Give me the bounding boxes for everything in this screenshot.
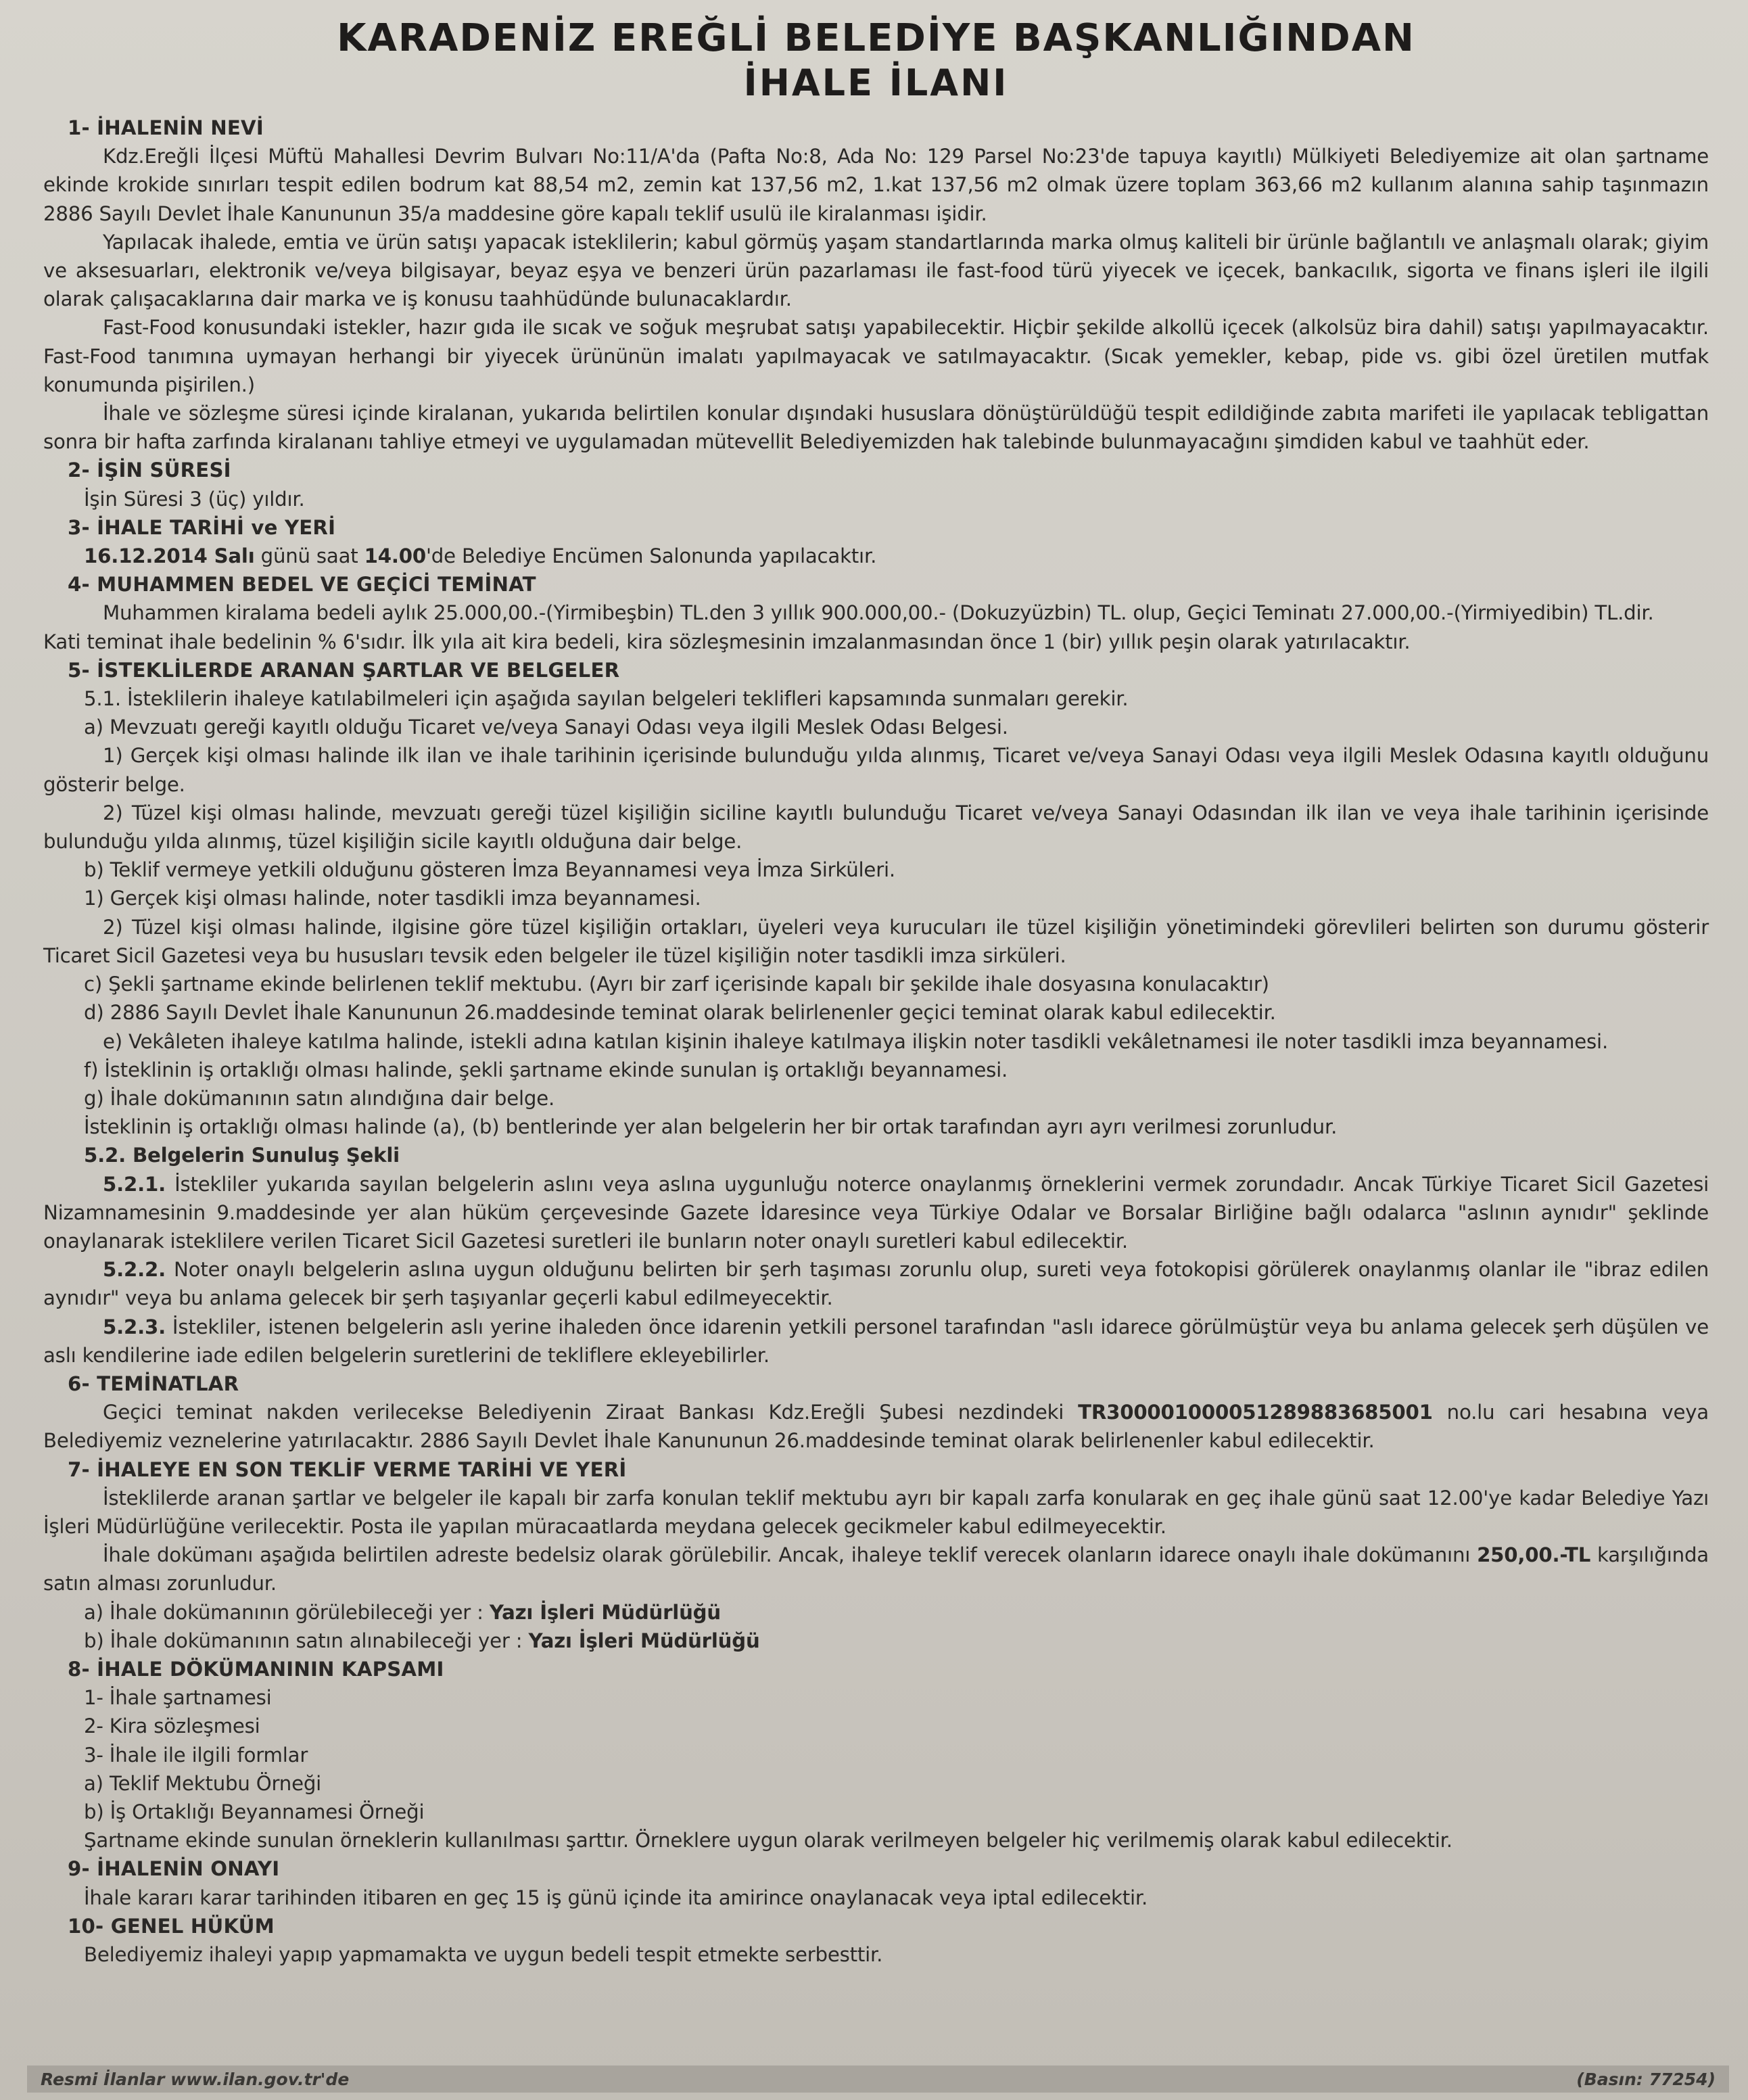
- section-2-heading: 2- İŞİN SÜRESİ: [68, 459, 231, 482]
- section-7-paragraph-1: İsteklilerde aranan şartlar ve belgeler ile kapalı bir zarfa konulan teklif mektubu ayrı bir kapalı zarfa konularak en geç ihale günü saat 12.00'ye kadar Belediye Yazı İşleri Müdürlüğüne verilecektir. Posta ile yapılan müracaatlarda meydana gelecek gecikmeler kabul edilmeyecektir.: [43, 1486, 1709, 1538]
- section-5-item-c: c) Şekli şartname ekinde belirlenen teklif mektubu. (Ayrı bir zarf içerisinde kapalı bir şekilde ihale dosyasına konulacaktır): [84, 973, 1269, 996]
- section-7-text-b: karşılığında satın alması zorunludur.: [43, 1543, 1709, 1595]
- section-5-2-heading: 5.2. Belgelerin Sunuluş Şekli: [84, 1144, 400, 1167]
- page-title: KARADENİZ EREĞLİ BELEDİYE BAŞKANLIĞINDAN: [337, 16, 1415, 60]
- section-5-item-b2: 2) Tüzel kişi olması halinde, ilgisine göre tüzel kişiliğin ortakları, üyeleri veya kurucuları ile tüzel kişiliğin yönetimindeki görevlileri belirten son durumu gösterir Ticaret Sicil Gazetesi veya bu hususları tevsik eden belgeler ile tüzel kişiliğin noter tasdikli imza sirküleri.: [43, 915, 1709, 967]
- page-subtitle: İHALE İLANI: [743, 62, 1009, 104]
- section-7-text-a: İhale dokümanı aşağıda belirtilen adreste bedelsiz olarak görülebilir. Ancak, ihaleye teklif verecek olanların idarece onaylı ihale dokümanını: [103, 1543, 1478, 1567]
- section-7-item-a-value: Yazı İşleri Müdürlüğü: [489, 1600, 721, 1624]
- section-7-item-b: [43, 1627, 1709, 1655]
- section-8-list-item: 2- Kira sözleşmesi: [84, 1714, 260, 1738]
- section-8-list-item: a) Teklif Mektubu Örneği: [84, 1771, 322, 1795]
- section-7-heading: 7- İHALEYE EN SON TEKLİF VERME TARİHİ VE YERİ: [68, 1457, 627, 1481]
- section-1-paragraph-3: Fast-Food konusundaki istekler, hazır gıda ile sıcak ve soğuk meşrubat satışı yapabilecektir. Hiçbir şekilde alkollü içecek (alkolsüz bira dahil) satışı yapılmayacaktır. Fast-Food tanımına uymayan herhangi bir yiyecek ürününün imalatı yapılmayacak ve satılmayacaktır. (Sıcak yemekler, kebap, pide vs. gibi özel üretilen mutfak konumunda pişirilen.): [43, 316, 1709, 396]
- section-8-note: Şartname ekinde sunulan örneklerin kullanılması şarttır. Örneklere uygun olarak verilmeyen belgeler hiç verilmemiş olarak kabul edilecektir.: [84, 1829, 1452, 1852]
- section-1-paragraph-4: İhale ve sözleşme süresi içinde kiralanan, yukarıda belirtilen konular dışındaki hususlara dönüştürüldüğü tespit edildiğinde zabıta marifeti ile yapılacak tebligattan sonra bir hafta zarfında kiralananı tahliye etmeyi ve uygulamadan mütevellit Belediyemizden hak talebinde bulunmayacağını şimdiden kabul ve taahhüt eder.: [43, 402, 1709, 454]
- section-7-paragraph-2: [43, 1541, 1709, 1597]
- tender-time: 14.00: [364, 544, 426, 568]
- announcement-body: [43, 114, 1709, 1969]
- section-5-2-2-number: 5.2.2.: [103, 1258, 166, 1282]
- section-5-2-2-text: Noter onaylı belgelerin aslına uygun olduğunu belirten bir şerh taşıması zorunlu olup, sureti veya fotokopisi görülerek onaylanmış olanlar ile "ibraz edilen aynıdır" veya bu anlama gelecek bir şerh taşıyanlar geçerli kabul edilmeyecektir.: [43, 1258, 1709, 1310]
- section-4-paragraph-2: Kati teminat ihale bedelinin % 6'sıdır. İlk yıla ait kira bedeli, kira sözleşmesinin imzalanmasından önce 1 (bir) yıllık peşin olarak yatırılacaktır.: [43, 630, 1411, 653]
- section-5-item-d: d) 2886 Sayılı Devlet İhale Kanununun 26.maddesinde teminat olarak belirlenenler geçici teminat olarak kabul edilecektir.: [84, 1001, 1276, 1025]
- section-3-paragraph: [43, 542, 1709, 570]
- section-9-paragraph: İhale kararı karar tarihinden itibaren en geç 15 iş günü içinde ita amirince onaylanacak veya iptal edilecektir.: [84, 1886, 1148, 1909]
- tender-date-text-b: 'de Belediye Encümen Salonunda yapılacaktır.: [425, 544, 877, 568]
- section-5-2-3: [43, 1313, 1709, 1370]
- section-1-paragraph-2: Yapılacak ihalede, emtia ve ürün satışı yapacak isteklilerin; kabul görmüş yaşam standartlarında marka olmuş kaliteli bir ürünle bağlantılı ve anlaşmalı olarak; giyim ve aksesuarları, elektronik ve/veya bilgisayar, beyaz eşya ve benzeri ürün pazarlaması ile fast-food türü yiyecek ve içecek, bankacılık, sigorta ve finans işleri ile ilgili olarak çalışacaklarına dair marka ve iş konusu taahhüdünde bulunacaklardır.: [43, 230, 1709, 311]
- section-4-heading: 4- MUHAMMEN BEDEL VE GEÇİCİ TEMİNAT: [68, 573, 536, 597]
- section-5-item-a1: 1) Gerçek kişi olması halinde ilk ilan ve ihale tarihinin içerisinde bulunduğu yılda alınmış, Ticaret ve/veya Sanayi Odası veya ilgili Meslek Odasına kayıtlı olduğunu gösterir belge.: [43, 744, 1709, 796]
- section-7-item-a-label: a) İhale dokümanının görülebileceği yer :: [84, 1600, 490, 1624]
- section-5-heading: 5- İSTEKLİLERDE ARANAN ŞARTLAR VE BELGELER: [68, 658, 620, 682]
- section-7-item-a: [43, 1598, 1709, 1627]
- section-5-2-1-number: 5.2.1.: [103, 1172, 166, 1196]
- section-5-item-g: g) İhale dokümanının satın alındığına dair belge.: [84, 1086, 555, 1110]
- footer-press-number: (Basın: 77254): [1576, 2069, 1716, 2089]
- section-8-heading: 8- İHALE DÖKÜMANININ KAPSAMI: [68, 1657, 444, 1681]
- section-5-item-a: a) Mevzuatı gereği kayıtlı olduğu Ticaret ve/veya Sanayi Odası veya ilgili Meslek Odası Belgesi.: [84, 716, 1008, 739]
- section-6-heading: 6- TEMİNATLAR: [68, 1372, 239, 1395]
- section-5-2-2: [43, 1255, 1709, 1312]
- section-7-item-b-value: Yazı İşleri Müdürlüğü: [528, 1629, 760, 1652]
- section-5-item-b: b) Teklif vermeye yetkili olduğunu gösteren İmza Beyannamesi veya İmza Sirküleri.: [84, 858, 895, 882]
- section-6-text-b: no.lu cari hesabına veya Belediyemiz veznelerine yatırılacaktır. 2886 Sayılı Devlet İhale Kanununun 26.maddesinde teminat olarak belirlenenler kabul edilecektir.: [43, 1401, 1709, 1453]
- section-8-list-item: 3- İhale ile ilgili formlar: [84, 1743, 308, 1767]
- section-7-item-b-label: b) İhale dokümanının satın alınabileceği yer :: [84, 1629, 529, 1652]
- section-5-item-a2: 2) Tüzel kişi olması halinde, mevzuatı gereği tüzel kişiliğin siciline kayıtlı bulunduğu Ticaret ve/veya Sanayi Odasından ilk ilan ve veya ihale tarihinin içerisinde bulunduğu yılda alınmış, tüzel kişiliğin sicile kayıtlı olduğuna dair belge.: [43, 801, 1709, 854]
- section-1-heading: 1- İHALENİN NEVİ: [68, 116, 264, 139]
- section-4-paragraph-1: Muhammen kiralama bedeli aylık 25.000,00.-(Yirmibeşbin) TL.den 3 yıllık 900.000,00.- (Dokuzyüzbin) TL. olup, Geçici Teminatı 27.000,00.-(Yirmiyedibin) TL.dir.: [103, 601, 1654, 625]
- section-6-text-a: Geçici teminat nakden verilecekse Belediyenin Ziraat Bankası Kdz.Ereğli Şubesi nezdindeki: [103, 1401, 1079, 1424]
- section-1-paragraph-1: Kdz.Ereğli İlçesi Müftü Mahallesi Devrim Bulvarı No:11/A'da (Pafta No:8, Ada No: 129 Parsel No:23'de tapuya kayıtlı) Mülkiyeti Belediyemize ait olan şartname ekinde krokide sınırları tespit edilen bodrum kat 88,54 m2, zemin kat 137,56 m2, 1.kat 137,56 m2 olmak üzere toplam 363,66 m2 kullanım alanına sahip taşınmazın 2886 Sayılı Devlet İhale Kanununun 35/a maddesine göre kapalı teklif usulü ile kiralanması işidir.: [43, 145, 1709, 225]
- section-3-heading: 3- İHALE TARİHİ ve YERİ: [68, 515, 336, 539]
- section-5-1: 5.1. İsteklilerin ihaleye katılabilmeleri için aşağıda sayılan belgeleri teklifleri kapsamında sunmaları gerekir.: [84, 687, 1129, 711]
- section-5-note: İsteklinin iş ortaklığı olması halinde (a), (b) bentlerinde yer alan belgelerin her bir ortak tarafından ayrı ayrı verilmesi zorunludur.: [84, 1115, 1338, 1139]
- section-5-2-1-text: İstekliler yukarıda sayılan belgelerin aslını veya aslına uygunluğu noterce onaylanmış örneklerini vermek zorundadır. Ancak Türkiye Ticaret Sicil Gazetesi Nizamnamesinin 9.maddesinde yer alan hüküm çerçevesinde Gazete İdaresince veya Türkiye Odalar ve Borsalar Birliğine bağlı odalarca "aslının aynıdır" şeklinde onaylanarak isteklilere verilen Ticaret Sicil Gazetesi suretleri ile bunların noter onaylı suretleri kabul edilecektir.: [43, 1172, 1709, 1253]
- section-5-item-f: f) İsteklinin iş ortaklığı olması halinde, şekli şartname ekinde sunulan iş ortaklığı beyannamesi.: [84, 1058, 1008, 1081]
- tender-date-text-a: günü saat: [254, 544, 364, 568]
- section-5-2-3-text: İstekliler, istenen belgelerin aslı yerine ihaleden önce idarenin yetkili personel tarafından "aslı idarece görülmüştür veya bu anlama gelecek şerh düşülen ve aslı kendilerine iade edilen belgelerin suretlerini de tekliflere ekleyebilirler.: [43, 1315, 1709, 1367]
- footer-website: Resmi İlanlar www.ilan.gov.tr'de: [41, 2069, 350, 2089]
- section-8-list-item: b) İş Ortaklığı Beyannamesi Örneği: [84, 1800, 425, 1823]
- document-price: 250,00.-TL: [1477, 1543, 1591, 1567]
- section-10-heading: 10- GENEL HÜKÜM: [68, 1914, 275, 1938]
- section-9-heading: 9- İHALENİN ONAYI: [68, 1857, 280, 1881]
- section-6-paragraph: [43, 1398, 1709, 1455]
- footer-bar: [27, 2066, 1729, 2093]
- bank-account-number: TR300001000051289883685001: [1078, 1401, 1433, 1424]
- section-5-2-1: [43, 1170, 1709, 1256]
- section-10-paragraph: Belediyemiz ihaleyi yapıp yapmamakta ve uygun bedeli tespit etmekte serbesttir.: [84, 1943, 883, 1966]
- tender-date: 16.12.2014 Salı: [84, 544, 255, 568]
- section-5-item-e: e) Vekâleten ihaleye katılma halinde, istekli adına katılan kişinin ihaleye katılmaya ilişkin noter tasdikli vekâletnamesi ile noter tasdikli imza beyannamesi.: [103, 1029, 1609, 1053]
- section-5-2-3-number: 5.2.3.: [103, 1315, 166, 1338]
- section-2-paragraph: İşin Süresi 3 (üç) yıldır.: [84, 487, 305, 511]
- section-8-list-item: 1- İhale şartnamesi: [84, 1686, 272, 1710]
- section-5-item-b1: 1) Gerçek kişi olması halinde, noter tasdikli imza beyannamesi.: [84, 887, 701, 910]
